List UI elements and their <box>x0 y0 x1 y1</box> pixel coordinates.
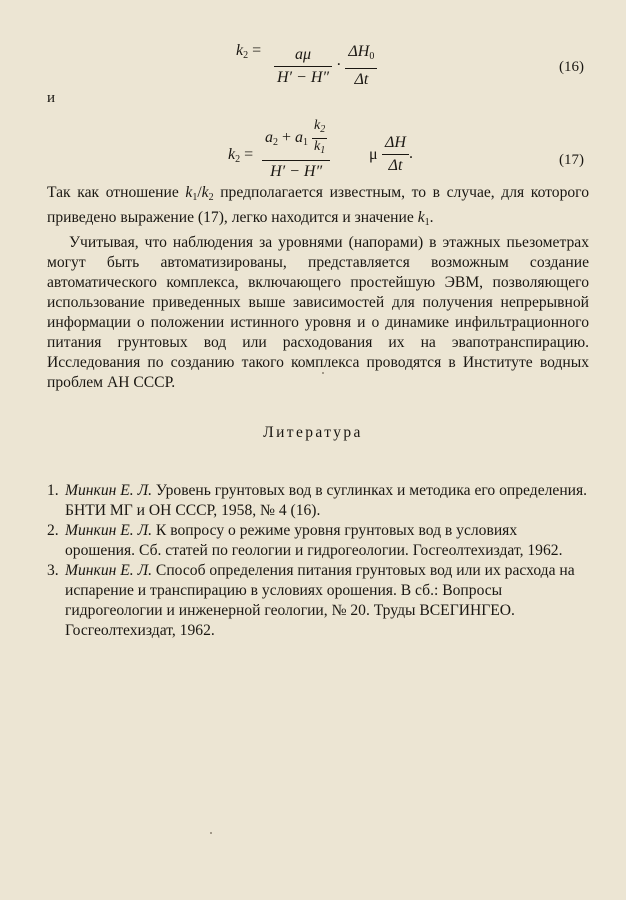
eq16-lhs: k <box>236 42 244 59</box>
eq16-number: (16) <box>559 59 584 75</box>
eq17-period: . <box>408 145 413 163</box>
body-text <box>47 183 589 393</box>
eq16-fraction-2 <box>345 42 377 90</box>
eq16-fraction-1 <box>274 45 332 88</box>
eq17-denominator: H′ − H″ <box>262 160 330 182</box>
eq17-main-fraction <box>262 118 330 182</box>
reference-item: 3. Минкин Е. Л. Способ определения питания грунтовых вод или их расхода на испарение и транспирацию в условиях орошения. В сб.: Вопросы гидрогеологии и инженерной геологии, № 20. Труды ВСЕГИНГЕО. Госгеолтехиздат, 1962. <box>47 562 575 639</box>
eq17-equals: = <box>244 146 254 163</box>
eq17-lhs: k <box>228 146 236 163</box>
eq17-fraction-2 <box>382 133 409 176</box>
eq16-f2-numerator: $\Delta H_0$ <box>348 43 375 62</box>
eq16-f1-denominator: H′ − H″ <box>274 66 332 88</box>
eq17-inner-fraction <box>312 118 327 159</box>
reference-item: 2. Минкин Е. Л. К вопросу о режиме уровня грунтовых вод в условиях орошения. Сб. статей по геологии и гидрогеологии. Госгеолтехиздат, 1962. <box>47 522 563 559</box>
references-list <box>47 481 589 641</box>
eq16-equals: = <box>252 42 262 59</box>
references-heading: Литература <box>263 424 363 441</box>
eq17-inner-denominator: $k_1$ <box>312 138 327 159</box>
paragraph-1: Так как отношение $k_1/k_2$ предполагается известным, то в случае, для которого приведено выражение (17), легко находится и значение $k_1$. <box>47 184 589 228</box>
paragraph-2: Учитывая, что наблюдения за уровнями (напорами) в этажных пьезометрах могут быть автоматизированы, представляется возможным создание автоматического комплекса, включающего простейшую ЭВМ, позволяющего использование приведенных выше зависимостей для получения непрерывной информации о положении истинного уровня и о динамике инфильтрационного питания грунтовых вод или расходования их на эвапотранспирацию. Исследования по созданию такого комплекса проводятся в Институте водных проблем АН СССР. <box>47 234 589 391</box>
connector-word: и <box>47 90 56 106</box>
eq16-f1-numerator: aμ <box>295 45 312 63</box>
eq17-f2-denominator: Δt <box>382 154 409 176</box>
reference-item: 1. Минкин Е. Л. Уровень грунтовых вод в суглинках и методика его определения. БНТИ МГ и ОН СССР, 1958, № 4 (16). <box>47 482 588 519</box>
eq17-numerator: $a_2 + a_1$ $\frac{k_2}{k_1}$ <box>262 118 330 160</box>
paper-speck <box>322 372 324 374</box>
eq17-mu: μ <box>369 146 378 163</box>
eq17-lhs-sub: 2 <box>235 154 241 165</box>
eq17-number: (17) <box>559 152 584 168</box>
eq17-f2-numerator: ΔH <box>385 134 406 151</box>
eq16-f2-denominator: Δt <box>345 68 377 90</box>
eq16-dot: · <box>336 56 342 74</box>
eq17-inner-numerator: $k_2$ <box>314 118 326 135</box>
eq16-lhs-sub: 2 <box>243 50 249 61</box>
paper-speck <box>210 832 212 834</box>
